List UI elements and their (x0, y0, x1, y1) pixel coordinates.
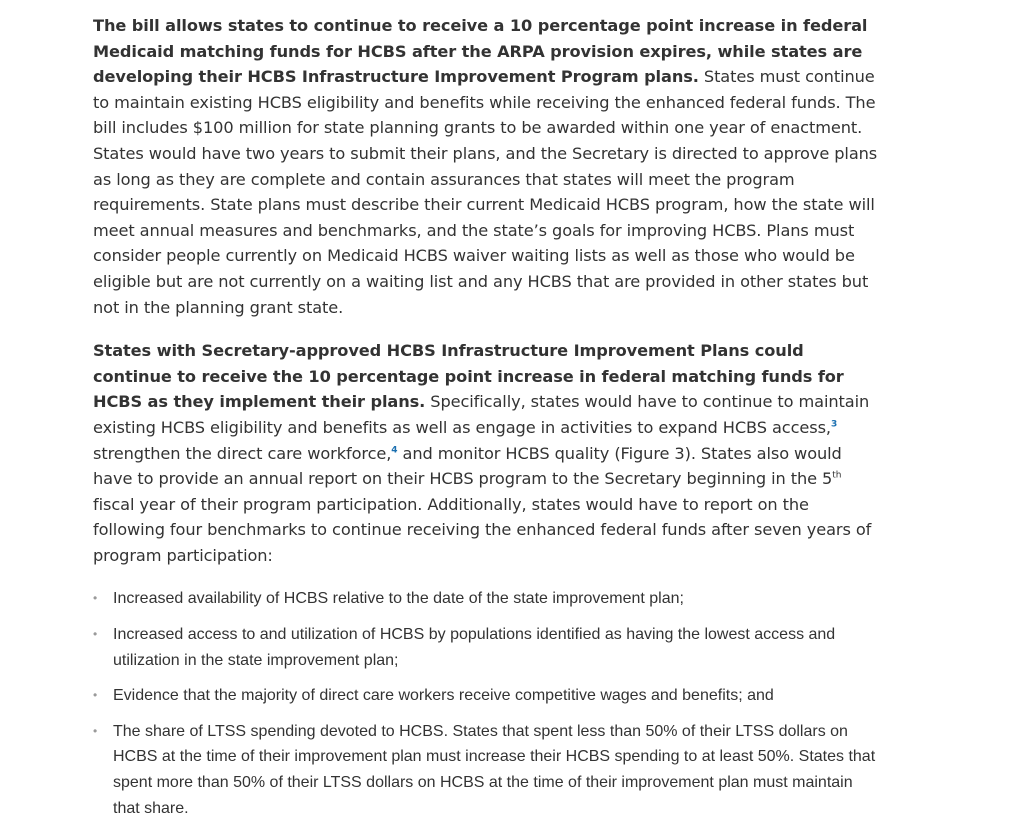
footnote-link-4[interactable]: 4 (391, 445, 398, 456)
list-item-text: Evidence that the majority of direct care workers receive competitive wages and benefits; and (113, 687, 774, 705)
bullet-icon: • (93, 591, 98, 606)
paragraph-implementation (93, 338, 883, 568)
list-item-text: Increased access to and utilization of HCBS by populations identified as having the lowest access and utilization in the state improvement plan; (113, 626, 836, 669)
benchmark-list (93, 586, 883, 821)
paragraph-body-text: and monitor HCBS quality (Figure 3). States also would have to provide an annual report on their HCBS program to the Secretary beginning in the 5 (93, 443, 842, 489)
list-item (93, 622, 883, 673)
bullet-icon: • (93, 688, 98, 703)
list-item (93, 586, 883, 612)
bullet-icon: • (93, 627, 98, 642)
list-item (93, 719, 883, 821)
article-body (93, 13, 883, 831)
paragraph-body-text: States must continue to maintain existing HCBS eligibility and benefits while receiving the enhanced federal funds. The bill includes $100 million for state planning grants to be awarded within one year of enactment. States would have two years to submit their plans, and the Secretary is directed to approve plans as long as they are complete and contain assurances that states will meet the program requirements. State plans must describe their current Medicaid HCBS program, how the state will meet annual measures and benchmarks, and the state’s goals for improving HCBS. Plans must consider people currently on Medicaid HCBS waiver waiting lists as well as those who would be eligible but are not currently on a waiting list and any HCBS that are provided in other states but not in the planning grant state. (93, 67, 878, 317)
paragraph-body-text: fiscal year of their program participation. Additionally, states would have to report on the following four benchmarks to continue receiving the enhanced federal funds after seven years of program participation: (93, 494, 872, 565)
list-item-text: Increased availability of HCBS relative to the date of the state improvement plan; (113, 590, 684, 608)
bullet-icon: • (93, 723, 98, 738)
paragraph-body-text: Specifically, states would have to continue to maintain existing HCBS eligibility and benefits as well as engage in activities to expand HCBS access, (93, 392, 870, 437)
paragraph-body-text: strengthen the direct care workforce, (93, 443, 392, 463)
paragraph-lead-bold: The bill allows states to continue to receive a 10 percentage point increase in federal Medicaid matching funds for HCBS after the ARPA provision expires, while states are developing their HCBS Infrastructure Improvement Program plans. (93, 16, 868, 87)
footnote-link-3[interactable]: 3 (830, 419, 838, 430)
paragraph-lead-bold: States with Secretary-approved HCBS Infrastructure Improvement Plans could continue to receive the 10 percentage point increase in federal matching funds for HCBS as they implement their plans. (93, 341, 844, 412)
list-item-text: The share of LTSS spending devoted to HCBS. States that spent less than 50% of their LTSS dollars on HCBS at the time of their improvement plan must increase their HCBS spending to at least 50%. States that spent more than 50% of their LTSS dollars on HCBS at the time of their improvement plan must maintain that share. (113, 722, 876, 817)
ordinal-suffix: th (832, 470, 842, 481)
list-item (93, 683, 883, 709)
paragraph-planning-grants (93, 13, 883, 320)
